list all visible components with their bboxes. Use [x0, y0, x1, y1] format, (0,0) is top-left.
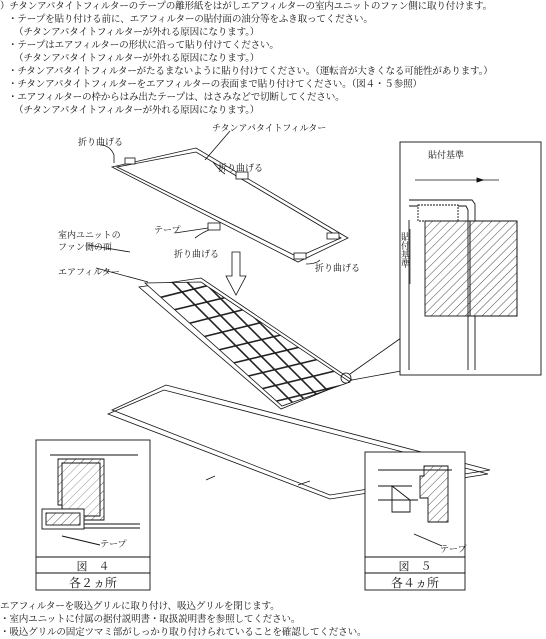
figure-5-caption: 図 ５ — [398, 560, 432, 573]
titan-filter-label: チタンアパタイトフィルター — [212, 124, 327, 134]
instruction-line: ・チタンアパタイトフィルターがたるまないように貼り付けてください。（運転音が大きくなる可能性があります。） — [8, 66, 493, 77]
instruction-line: ・エアフィルターの枠からはみ出たテープは、はさみなどで切断してください。 — [8, 92, 345, 103]
fold-label: 折り曲げる — [315, 264, 361, 274]
down-arrow-icon — [226, 252, 246, 295]
tape-label: テープ — [154, 226, 181, 236]
fold-label: 折り曲げる — [218, 164, 264, 174]
instruction-line: （チタンアパタイトフィルターが外れる原因になります。） — [14, 105, 260, 116]
footer-line: ・吸込グリルの固定ツマミ部がしっかり取り付けられていることを確認してください。 — [0, 627, 367, 638]
figure-4-caption: 図 ４ — [76, 560, 110, 573]
instruction-line: ・テープを貼り付ける前に、エアフィルターの貼付面の油分等をふき取ってください。 — [8, 14, 373, 25]
figure-4-tape-label: テープ — [100, 540, 127, 550]
air-filter-label: エアフィルター — [58, 268, 120, 278]
fold-label: 折り曲げる — [78, 138, 124, 148]
titan-filter-sheet — [100, 131, 348, 264]
instruction-line: ・チタンアパタイトフィルターをエアフィルターの表面まで貼り付けてください。（図４・５参照） — [8, 79, 422, 90]
fold-label: 折り曲げる — [174, 250, 220, 260]
fan-side-label: 室内ユニットの ファン側の面 — [58, 231, 121, 253]
attach-reference-inset — [400, 142, 541, 375]
attach-reference-vertical-label: 貼付基準 — [399, 232, 409, 268]
figure-5-subcaption: 各４ヵ所 — [390, 576, 439, 590]
instruction-line: ）チタンアパタイトフィルターのテープの離形紙をはがしエアフィルターの室内ユニットのファン側に取り付けます。 — [0, 1, 493, 12]
footer-line: エアフィルターを吸込グリルに取り付け、吸込グリルを閉じます。 — [0, 601, 280, 612]
figure-5-tape-label: テープ — [440, 545, 467, 555]
instruction-line: ・テープはエアフィルターの形状に沿って貼り付けてください。 — [8, 40, 279, 51]
instruction-line: （チタンアパタイトフィルターが外れる原因になります。） — [14, 27, 260, 38]
figure-4-subcaption: 各２ヵ所 — [68, 576, 117, 590]
instruction-line: （チタンアパタイトフィルターが外れる原因になります。） — [14, 53, 260, 64]
attach-reference-label: 貼付基準 — [428, 151, 465, 161]
footer-line: ・室内ユニットに付属の据付説明書・取扱説明書を参照してください。 — [0, 614, 301, 625]
